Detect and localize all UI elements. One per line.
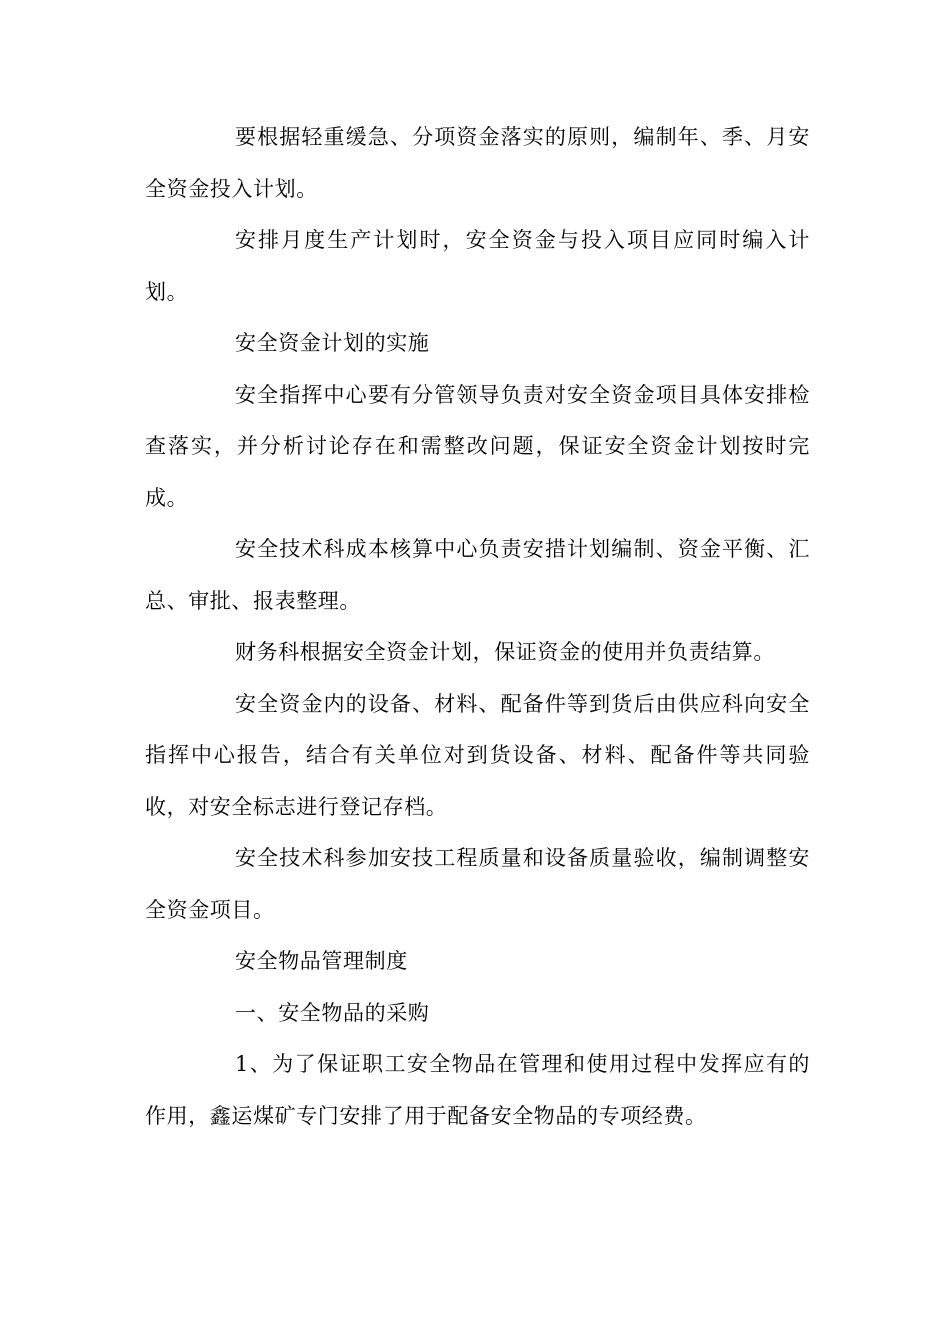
paragraph-technical-dept-duty: 安全技术科成本核算中心负责安措计划编制、资金平衡、汇总、审批、报表整理。	[145, 537, 810, 613]
paragraph-monthly-plan: 安排月度生产计划时，安全资金与投入项目应同时编入计划。	[145, 228, 810, 304]
subsection-heading-purchasing: 一、安全物品的采购	[235, 1000, 430, 1025]
section-heading-plan-implementation: 安全资金计划的实施	[235, 331, 430, 355]
document-body	[145, 112, 810, 1142]
paragraph-fund-plan-principle: 要根据轻重缓急、分项资金落实的原则，编制年、季、月安全资金投入计划。	[145, 125, 810, 201]
section-heading-safety-goods-management: 安全物品管理制度	[235, 949, 408, 973]
paragraph-special-funds: 1、为了保证职工安全物品在管理和使用过程中发挥应有的作用，鑫运煤矿专门安排了用于配备安全物品的专项经费。	[145, 1052, 810, 1128]
paragraph-finance-dept-duty: 财务科根据安全资金计划，保证资金的使用并负责结算。	[235, 640, 775, 664]
paragraph-equipment-acceptance: 安全资金内的设备、材料、配备件等到货后由供应科向安全指挥中心报告，结合有关单位对到货设备、材料、配备件等共同验收，对安全标志进行登记存档。	[145, 691, 810, 819]
paragraph-quality-acceptance: 安全技术科参加安技工程质量和设备质量验收，编制调整安全资金项目。	[145, 846, 810, 922]
paragraph-command-center-duty: 安全指挥中心要有分管领导负责对安全资金项目具体安排检查落实，并分析讨论存在和需整改问题，保证安全资金计划按时完成。	[145, 382, 810, 510]
